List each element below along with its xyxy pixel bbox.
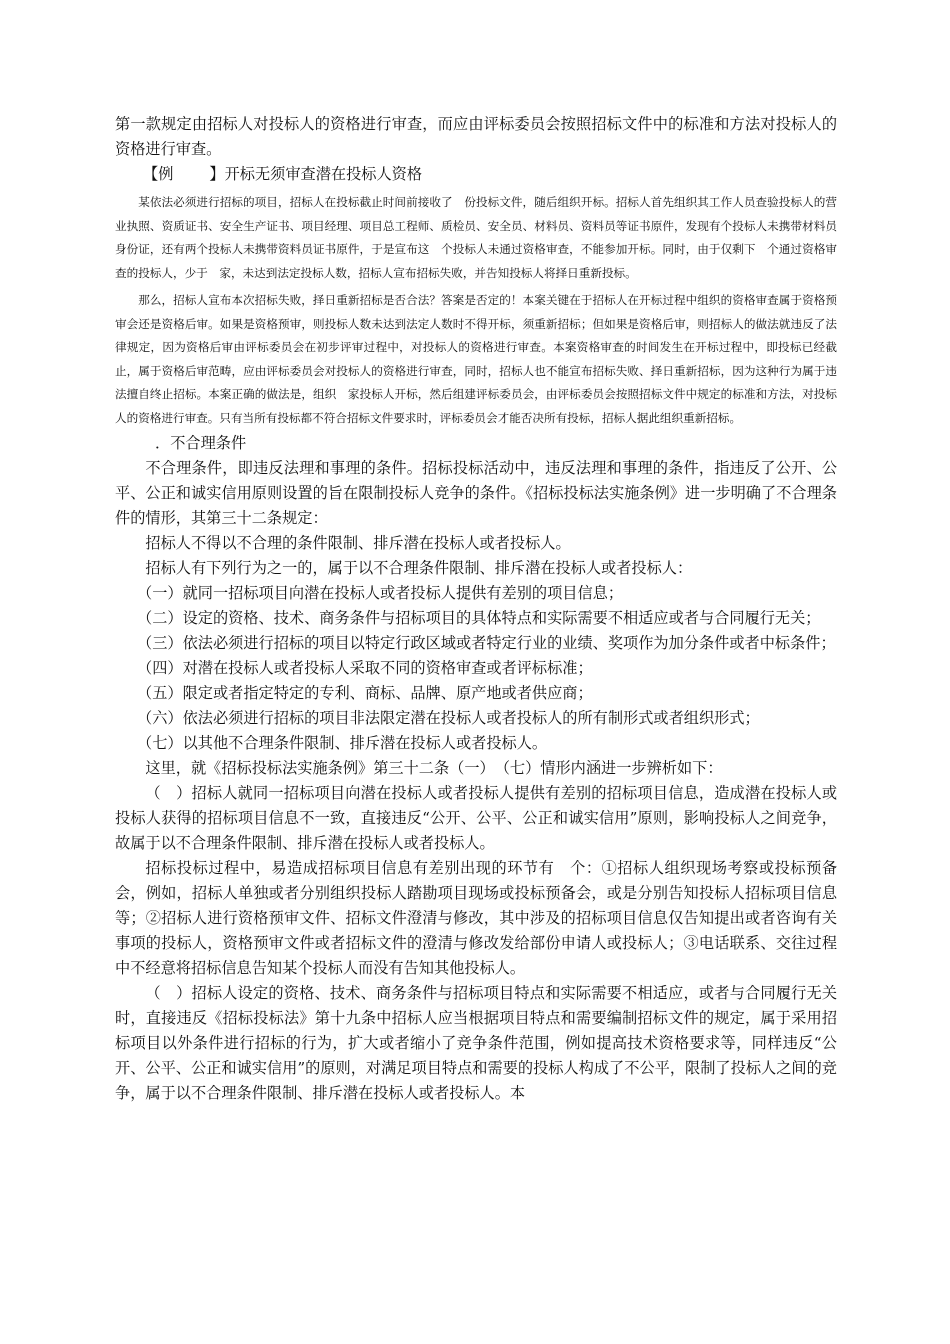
list-item: （七）以其他不合理条件限制、排斥潜在投标人或者投标人。 (137, 734, 548, 752)
list-item: （二）设定的资格、技术、商务条件与招标项目的具体特点和实际需要不相适应或者与合同履行无关； (137, 609, 821, 627)
list-item: （一）就同一招标项目向潜在投标人或者投标人提供有差别的项目信息； (137, 584, 624, 602)
list-item: （四）对潜在投标人或者投标人采取不同的资格审查或者评标标准； (137, 659, 593, 677)
example-heading (115, 162, 837, 187)
body-paragraph: 招标投标过程中，易造成招标项目信息有差别出现的环节有 个：①招标人组织现场考察或投标预备会，例如，招标人单独或者分别组织投标人踏勘项目现场或投标预备会，或是分别告知投标人招标项目信息等；②招标人进行资格预审文件、招标文件澄清与修改，其中涉及的招标项目信息仅告知提出或者咨询有关事项的投标人，资格预审文件或者招标文件的澄清与修改发给部份申请人或投标人；③电话联系、交往过程中不经意将招标信息告知某个投标人而没有告知其他投标人。 (115, 859, 837, 977)
example-title: 】开标无须审查潜在投标人资格 (209, 165, 422, 183)
intro-paragraph: 第一款规定由招标人对投标人的资格进行审查，而应由评标委员会按照招标文件中的标准和方法对投标人的资格进行审查。 (115, 115, 837, 158)
list-item: （六）依法必须进行招标的项目非法限定潜在投标人或者投标人的所有制形式或者组织形式； (137, 709, 760, 727)
page-content (115, 112, 837, 1106)
example-open-label: 【例 (143, 165, 174, 183)
list-item: （三）依法必须进行招标的项目以特定行政区域或者特定行业的业绩、奖项作为加分条件或者中标条件； (137, 634, 836, 652)
body-paragraph: 这里，就《招标投标法实施条例》第三十二条（一） （七）情形内涵进一步辨析如下： (145, 759, 723, 777)
body-paragraph: （ ）招标人设定的资格、技术、商务条件与招标项目特点和实际需要不相适应，或者与合同履行无关时，直接违反《招标投标法》第十九条中招标人应当根据项目特点和需要编制招标文件的规定，属于采用招标项目以外条件进行招标的行为，扩大或者缩小了竞争条件范围，例如提高技术资格要求等，同样违反“公开、公平、公正和诚实信用”的原则，对满足项目特点和需要的投标人构成了不公平，限制了投标人之间的竞争，属于以不合理条件限制、排斥潜在投标人或者投标人。本 (115, 984, 837, 1102)
body-paragraph: 招标人有下列行为之一的，属于以不合理条件限制、排斥潜在投标人或者投标人： (145, 559, 693, 577)
example-body (115, 191, 837, 430)
body-paragraph: 招标人不得以不合理的条件限制、排斥潜在投标人或者投标人。 (145, 534, 571, 552)
body-paragraph: （ ）招标人就同一招标项目向潜在投标人或者投标人提供有差别的招标项目信息，造成潜在投标人或投标人获得的招标项目信息不一致，直接违反“公开、公平、公正和诚实信用”原则，影响投标人之间竞争，故属于以不合理条件限制、排斥潜在投标人或者投标人。 (115, 784, 837, 852)
example-paragraph: 某依法必须进行招标的项目，招标人在投标截止时间前接收了 份投标文件，随后组织开标。招标人首先组织其工作人员查验投标人的营业执照、资质证书、安全生产证书、项目经理、项目总工程师、质检员、安全员、材料员、资料员等证书原件，发现有个投标人未携带材料员身份证，还有两个投标人未携带资料员证书原件，于是宣布这 个投标人未通过资格审查，不能参加开标。同时，由于仅剩下 个通过资格审查的投标人，少于 家，未达到法定投标人数，招标人宣布招标失败，并告知投标人将择日重新投标。 (115, 195, 837, 280)
example-paragraph: 那么，招标人宣布本次招标失败，择日重新招标是否合法？答案是否定的！本案关键在于招标人在开标过程中组织的资格审查属于资格预审会还是资格后审。如果是资格预审，则投标人数未达到法定人数时不得开标，须重新招标；但如果是资格后审，则招标人的做法就违反了法律规定，因为资格后审由评标委员会在初步评审过程中，对投标人的资格进行审查。本案资格审查的时间发生在开标过程中，即投标已经截止，属于资格后审范畴，应由评标委员会对投标人的资格进行审查，同时，招标人也不能宣布招标失败、择日重新招标，因为这种行为属于违法擅自终止招标。本案正确的做法是，组织 家投标人开标，然后组建评标委员会，由评标委员会按照招标文件中规定的标准和方法，对投标人的资格进行审查。只有当所有投标都不符合招标文件要求时，评标委员会才能否决所有投标，招标人据此组织重新招标。 (115, 293, 837, 425)
section-title: ．不合理条件 (155, 434, 247, 452)
body-paragraph: 不合理条件，即违反法理和事理的条件。招标投标活动中，违反法理和事理的条件，指违反了公开、公平、公正和诚实信用原则设置的旨在限制投标人竞争的条件。《招标投标法实施条例》进一步明确了不合理条件的情形，其第三十二条规定： (115, 459, 837, 527)
list-item: （五）限定或者指定特定的专利、商标、品牌、原产地或者供应商； (137, 684, 593, 702)
